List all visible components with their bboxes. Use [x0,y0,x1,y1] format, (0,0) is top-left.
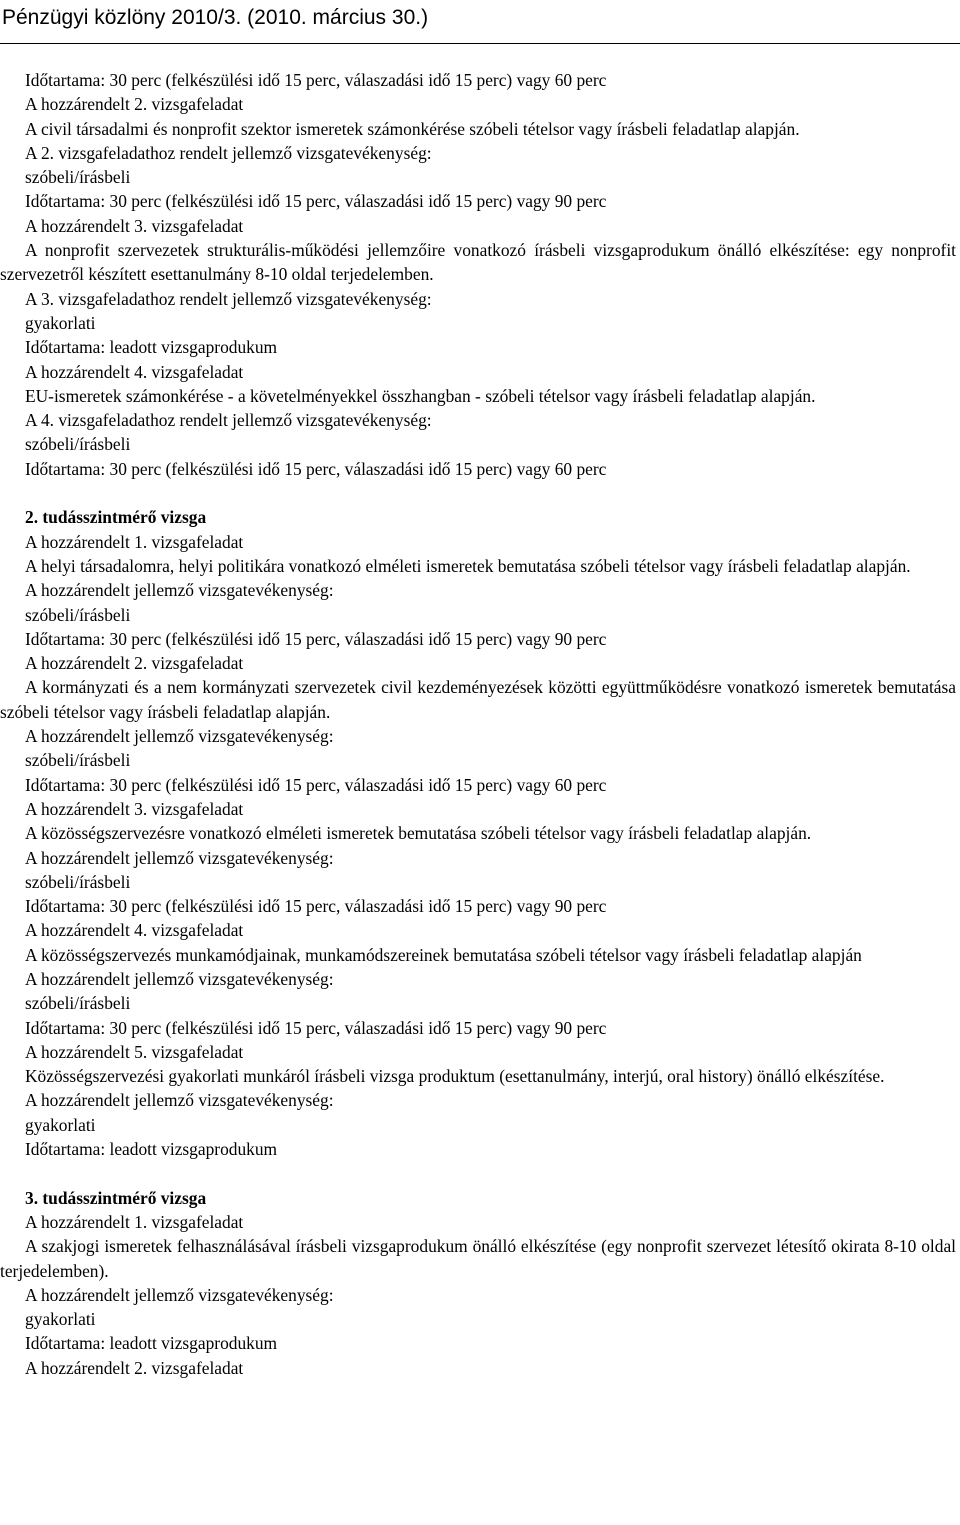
text-line: gyakorlati [25,312,96,333]
text-line: gyakorlati [25,1114,96,1135]
header-divider [0,43,960,44]
text-line: Időtartama: 30 perc (felkészülési idő 15 perc, válaszadási idő 15 perc) vagy 60 perc [25,458,607,479]
text-line: A hozzárendelt jellemző vizsgatevékenység: [25,1284,334,1305]
text-line: Időtartama: 30 perc (felkészülési idő 15 perc, válaszadási idő 15 perc) vagy 60 perc [25,70,607,90]
section-heading: 2. tudásszintmérő vizsga [25,507,207,528]
text-line: A hozzárendelt 4. vizsgafeladat [25,361,244,382]
text-line: Időtartama: 30 perc (felkészülési idő 15 perc, válaszadási idő 15 perc) vagy 60 perc [25,774,607,795]
text-line: A hozzárendelt jellemző vizsgatevékenység: [25,847,334,868]
text-line: A hozzárendelt 1. vizsgafeladat [25,531,244,552]
text-line: szóbeli/írásbeli [25,604,131,625]
text-line: Időtartama: 30 perc (felkészülési idő 15 perc, válaszadási idő 15 perc) vagy 90 perc [25,191,607,212]
paragraph: A közösségszervezésre vonatkozó elméleti ismeretek bemutatása szóbeli tételsor vagy írásbeli feladatlap alapján. [25,823,812,844]
text-line: A hozzárendelt jellemző vizsgatevékenység: [25,726,334,747]
text-line: szóbeli/írásbeli [25,750,131,771]
text-line: A hozzárendelt 3. vizsgafeladat [25,798,244,819]
text-line: gyakorlati [25,1309,96,1330]
paragraph: A közösségszervezés munkamódjainak, munkamódszereinek bemutatása szóbeli tételsor vagy írásbeli feladatlap alapján [25,944,862,965]
text-line: A hozzárendelt jellemző vizsgatevékenység: [25,1090,334,1111]
paragraph: A nonprofit szervezetek strukturális-működési jellemzőire vonatkozó írásbeli vizsgaprodukum önálló elkészítése: egy nonprofit szervezetről készített esettanulmány 8-10 oldal terjedelemben. [0,240,956,285]
text-line: Időtartama: leadott vizsgaprodukum [25,337,278,358]
paragraph: A kormányzati és a nem kormányzati szervezetek civil kezdeményezések közötti együttműködésre vonatkozó ismeretek bemutatása szóbeli tételsor vagy írásbeli feladatlap alapján. [0,677,956,722]
page-header [0,0,960,52]
text-line: A hozzárendelt 1. vizsgafeladat [25,1211,244,1232]
page-title: Pénzügyi közlöny 2010/3. (2010. március 30.) [2,6,429,29]
paragraph: A civil társadalmi és nonprofit szektor ismeretek számonkérése szóbeli tételsor vagy írásbeli feladatlap alapján. [25,118,800,139]
document-body [0,68,956,1380]
text-line: szóbeli/írásbeli [25,434,131,455]
paragraph: EU-ismeretek számonkérése - a követelményekkel összhangban - szóbeli tételsor vagy írásbeli feladatlap alapján. [25,385,816,406]
text-line: A hozzárendelt 2. vizsgafeladat [25,1357,244,1378]
text-line: A hozzárendelt 2. vizsgafeladat [25,94,244,115]
text-line: A hozzárendelt 2. vizsgafeladat [25,653,244,674]
text-line: Időtartama: leadott vizsgaprodukum [25,1333,278,1354]
text-line: A 3. vizsgafeladathoz rendelt jellemző vizsgatevékenység: [25,288,432,309]
text-line: A hozzárendelt 5. vizsgafeladat [25,1041,244,1062]
section-heading: 3. tudásszintmérő vizsga [25,1187,207,1208]
section-spacer [0,1161,956,1185]
text-line: szóbeli/írásbeli [25,167,131,188]
text-line: Időtartama: leadott vizsgaprodukum [25,1139,278,1160]
text-line: A 4. vizsgafeladathoz rendelt jellemző vizsgatevékenység: [25,410,432,431]
text-line: szóbeli/írásbeli [25,993,131,1014]
paragraph: A helyi társadalomra, helyi politikára vonatkozó elméleti ismeretek bemutatása szóbeli tételsor vagy írásbeli feladatlap alapján. [25,555,911,576]
text-line: Időtartama: 30 perc (felkészülési idő 15 perc, válaszadási idő 15 perc) vagy 90 perc [25,896,607,917]
text-line: A hozzárendelt jellemző vizsgatevékenység: [25,580,334,601]
text-line: Időtartama: 30 perc (felkészülési idő 15 perc, válaszadási idő 15 perc) vagy 90 perc [25,1017,607,1038]
paragraph: Közösségszervezési gyakorlati munkáról írásbeli vizsga produktum (esettanulmány, interjú, oral history) önálló elkészítése. [25,1066,885,1087]
section-spacer [0,481,956,505]
text-line: A 2. vizsgafeladathoz rendelt jellemző vizsgatevékenység: [25,142,432,163]
text-line: A hozzárendelt 3. vizsgafeladat [25,215,244,236]
text-line: Időtartama: 30 perc (felkészülési idő 15 perc, válaszadási idő 15 perc) vagy 90 perc [25,628,607,649]
text-line: szóbeli/írásbeli [25,871,131,892]
paragraph: A szakjogi ismeretek felhasználásával írásbeli vizsgaprodukum önálló elkészítése (egy nonprofit szervezet létesítő okirata 8-10 oldal terjedelemben). [0,1236,956,1281]
text-line: A hozzárendelt jellemző vizsgatevékenység: [25,968,334,989]
text-line: A hozzárendelt 4. vizsgafeladat [25,920,244,941]
